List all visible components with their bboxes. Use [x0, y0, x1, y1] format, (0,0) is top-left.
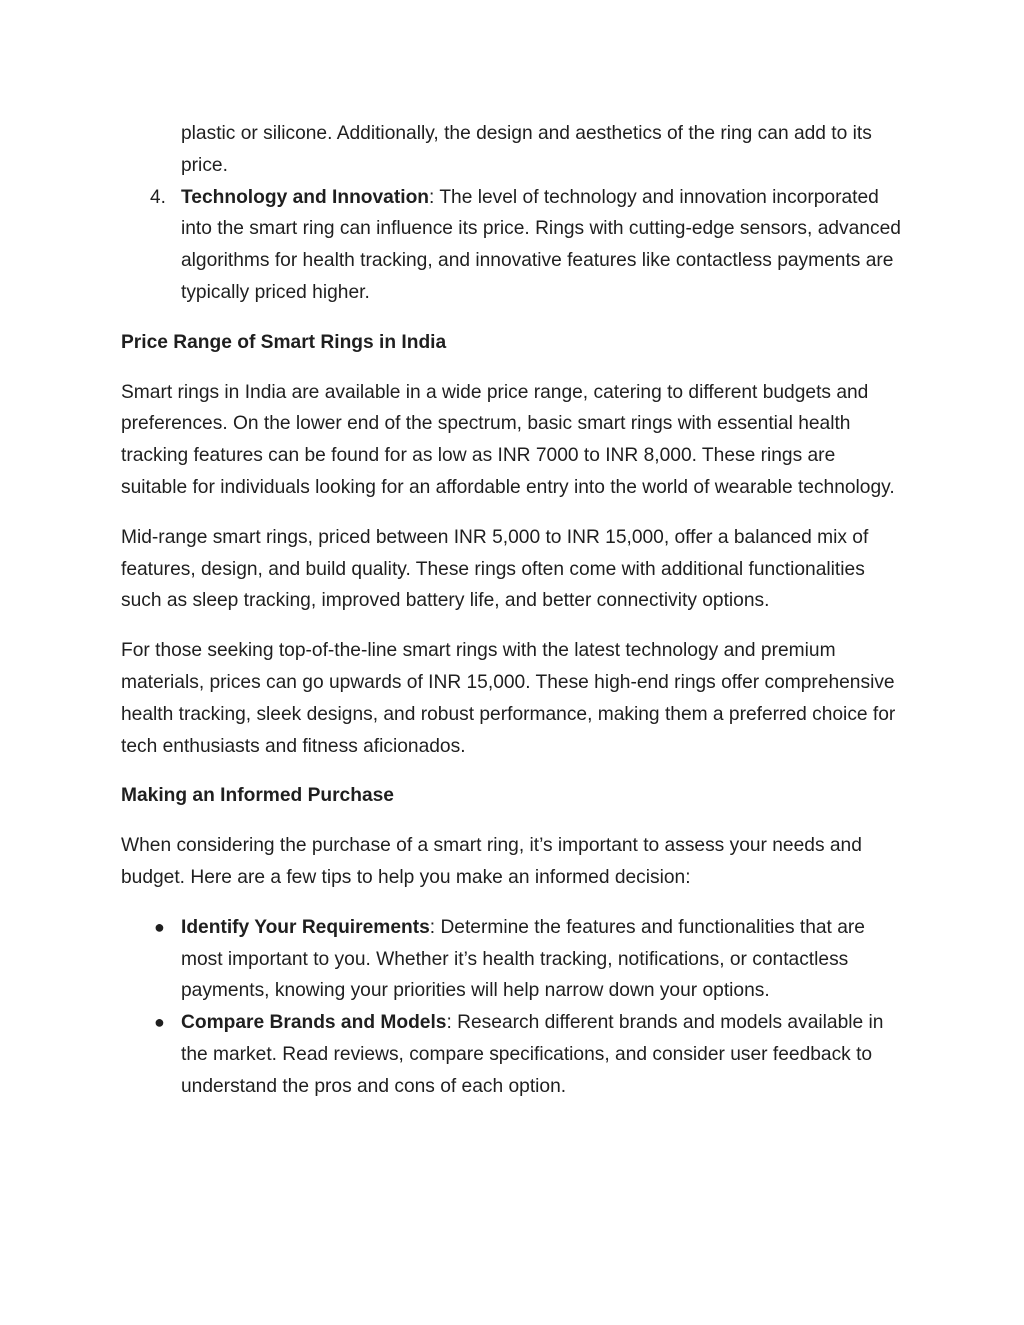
- paragraph-price-mid: Mid-range smart rings, priced between INR 5,000 to INR 15,000, offer a balanced mix of features, design, and build quality. These rings often come with additional functionalities such as sleep tracking, improved battery life, and better connectivity options.: [121, 526, 869, 612]
- paragraph-price-high: For those seeking top-of-the-line smart rings with the latest technology and premium materials, prices can go upwards of INR 15,000. These high-end rings offer comprehensive health tracking, sleek designs, and robust performance, making them a preferred choice for tech enthusiasts and fitness aficionados.: [121, 640, 896, 757]
- bullet-item-title: Compare Brands and Models: [181, 1012, 447, 1034]
- list-number: 4.: [150, 186, 166, 208]
- bullet-list-item: [121, 912, 901, 1007]
- bullet-icon: ●: [154, 916, 165, 937]
- document-body: [121, 118, 901, 1103]
- section-heading-informed-purchase: Making an Informed Purchase: [121, 785, 394, 807]
- bullet-item-text: : Research different brands and models available in the market. Read reviews, compare specifications, and consider user feedback to understand the pros and cons of each option.: [181, 1012, 884, 1097]
- paragraph-price-low: Smart rings in India are available in a wide price range, catering to different budgets and preferences. On the lower end of the spectrum, basic smart rings with essential health tracking features can be found for as low as INR 7000 to INR 8,000. These rings are suitable for individuals looking for an affordable entry into the world of wearable technology.: [121, 381, 895, 498]
- paragraph-purchase-intro: When considering the purchase of a smart ring, it’s important to assess your needs and budget. Here are a few tips to help you make an informed decision:: [121, 835, 862, 888]
- list-item-continuation: plastic or silicone. Additionally, the design and aesthetics of the ring can add to its price.: [181, 123, 872, 176]
- list-item-text: : The level of technology and innovation incorporated into the smart ring can influence its price. Rings with cutting-edge sensors, advanced algorithms for health tracking, and innovative features like contactless payments are typically priced higher.: [181, 186, 901, 303]
- bullet-list: [121, 912, 901, 1103]
- section-heading-price-range: Price Range of Smart Rings in India: [121, 331, 447, 353]
- list-item-title: Technology and Innovation: [181, 186, 430, 208]
- numbered-list-item-4: [121, 182, 901, 309]
- bullet-item-title: Identify Your Requirements: [181, 916, 430, 938]
- bullet-icon: ●: [154, 1012, 165, 1033]
- bullet-item-text: : Determine the features and functionalities that are most important to you. Whether it’s health tracking, notifications, or contactless payments, knowing your priorities will help narrow down your options.: [181, 916, 865, 1002]
- bullet-list-item: [121, 1007, 901, 1102]
